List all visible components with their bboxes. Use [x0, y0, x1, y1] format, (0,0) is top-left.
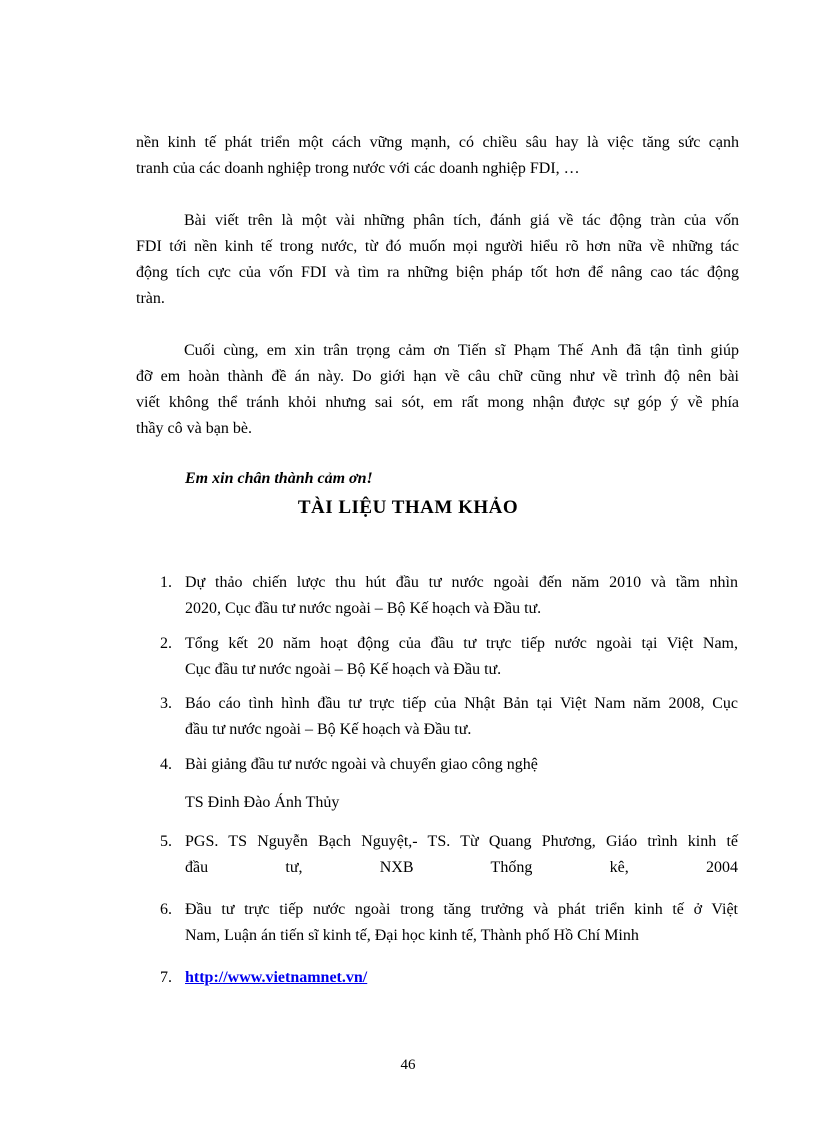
reference-number: 1. [160, 574, 172, 591]
paragraph-line: tràn. [136, 290, 165, 307]
paragraph-line: nền kinh tế phát triển một cách vững mạnh, có chiều sâu hay là việc tăng sức cạnh [136, 134, 739, 151]
reference-line: Báo cáo tình hình đầu tư trực tiếp của Nhật Bản tại Việt Nam năm 2008, Cục [185, 695, 738, 712]
paragraph-line: tranh của các doanh nghiệp trong nước với các doanh nghiệp FDI, … [136, 160, 580, 177]
reference-link[interactable]: http://www.vietnamnet.vn/ [185, 969, 368, 986]
reference-number: 3. [160, 695, 172, 712]
paragraph-3 [136, 338, 739, 442]
page-number: 46 [400, 1057, 416, 1073]
reference-line: 2020, Cục đầu tư nước ngoài – Bộ Kế hoạch và Đầu tư. [185, 600, 542, 617]
reference-line: Nam, Luận án tiến sĩ kinh tế, Đại học kinh tế, Thành phố Hồ Chí Minh [185, 927, 639, 944]
paragraph-line: Cuối cùng, em xin trân trọng cảm ơn Tiến sĩ Phạm Thế Anh đã tận tình giúp [184, 342, 739, 359]
reference-number: 7. [160, 969, 172, 986]
paragraph-line: thầy cô và bạn bè. [136, 420, 252, 437]
paragraph-1 [136, 130, 739, 182]
reference-number: 6. [160, 901, 172, 918]
paragraph-line: Bài viết trên là một vài những phân tích, đánh giá về tác động tràn của vốn [184, 212, 739, 229]
reference-number: 5. [160, 833, 172, 850]
reference-line: PGS. TS Nguyễn Bạch Nguyệt,- TS. Từ Quang Phương, Giáo trình kinh tế [185, 833, 738, 850]
references-heading: TÀI LIỆU THAM KHẢO [297, 497, 519, 518]
reference-number: 2. [160, 635, 172, 652]
closing-thanks: Em xin chân thành cảm ơn! [185, 470, 373, 487]
paragraph-line: đỡ em hoàn thành đề án này. Do giới hạn về câu chữ cũng như về trình độ nên bài [136, 368, 739, 385]
reference-line: Đầu tư trực tiếp nước ngoài trong tăng trưởng và phát triển kinh tế ở Việt [185, 901, 738, 918]
paragraph-line: viết không thể tránh khỏi nhưng sai sót, em rất mong nhận được sự góp ý về phía [136, 394, 739, 411]
reference-line: Cục đầu tư nước ngoài – Bộ Kế hoạch và Đầu tư. [185, 661, 502, 678]
paragraph-2 [136, 208, 739, 312]
reference-line: đầu tư, NXB Thống kê, 2004 [185, 859, 738, 876]
reference-line: Bài giảng đầu tư nước ngoài và chuyển giao công nghệ [185, 756, 538, 773]
paragraph-line: FDI tới nền kinh tế trong nước, từ đó muốn mọi người hiểu rõ hơn nữa về những tác [136, 238, 739, 255]
paragraph-line: động tích cực của vốn FDI và tìm ra những biện pháp tốt hơn để nâng cao tác động [136, 264, 739, 281]
reference-number: 4. [160, 756, 172, 773]
reference-line: đầu tư nước ngoài – Bộ Kế hoạch và Đầu tư. [185, 721, 472, 738]
reference-4-author: TS Đinh Đào Ánh Thủy [185, 794, 340, 811]
reference-line: Tổng kết 20 năm hoạt động của đầu tư trực tiếp nước ngoài tại Việt Nam, [185, 635, 738, 652]
reference-line: Dự thảo chiến lược thu hút đầu tư nước ngoài đến năm 2010 và tầm nhìn [185, 574, 738, 591]
